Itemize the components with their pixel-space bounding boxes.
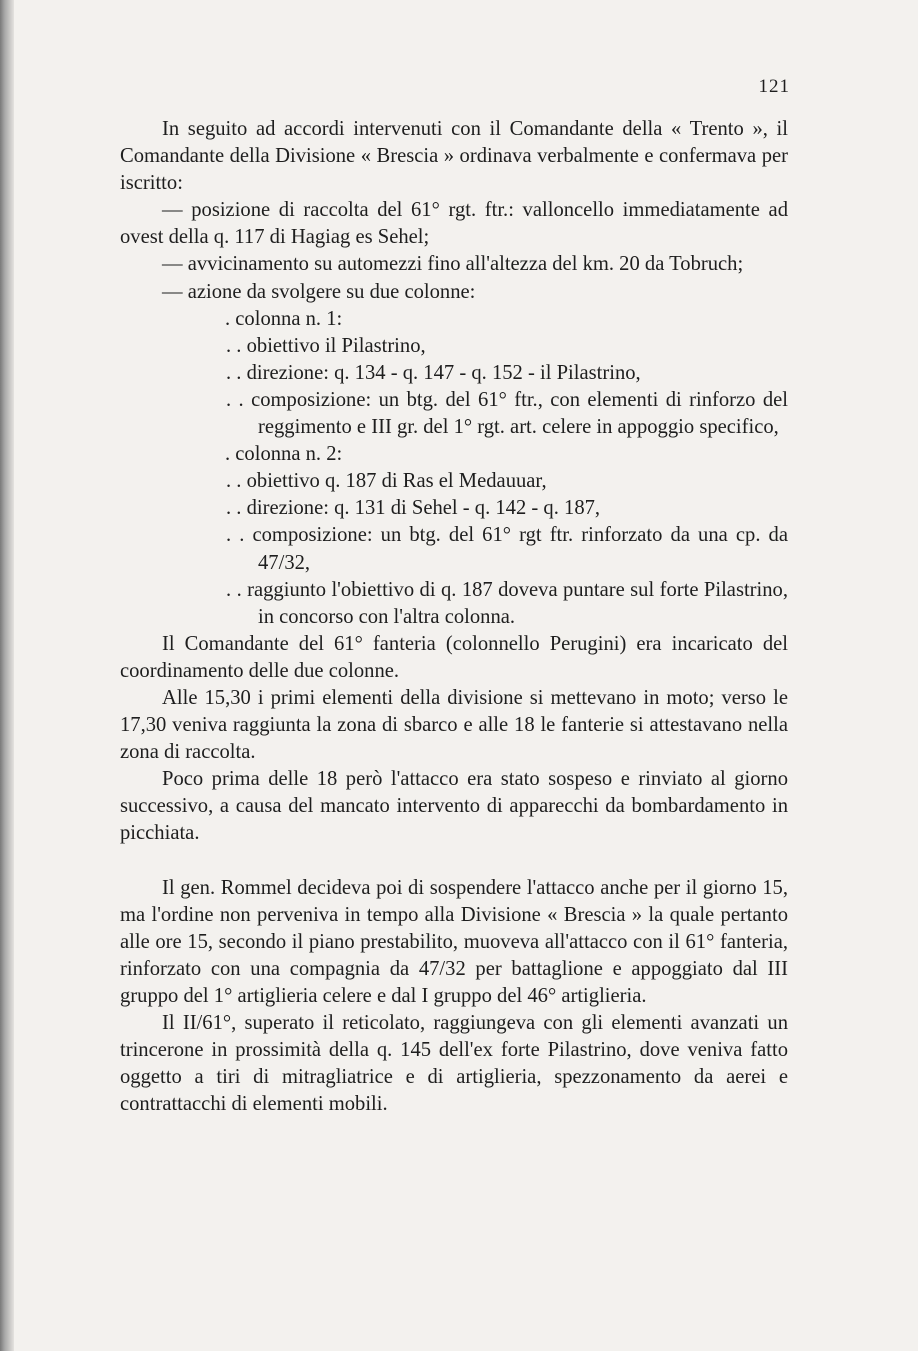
- order-item-action: — azione da svolgere su due colonne:: [162, 280, 476, 303]
- column-2-direction: . . direzione: q. 131 di Sehel - q. 142 - q. 187,: [226, 497, 601, 520]
- body-text: [120, 116, 788, 1118]
- column-1-heading: . colonna n. 1:: [225, 307, 343, 330]
- column-2-follow-up: . . raggiunto l'obiettivo di q. 187 doveva puntare sul forte Pilastrino, in concorso con l'altra colonna.: [226, 578, 788, 628]
- page-number: 121: [758, 76, 790, 97]
- paragraph-intro: In seguito ad accordi intervenuti con il Comandante della « Trento », il Comandante della Divisione « Brescia » ordinava verbalmente e confermava per iscritto:: [120, 118, 788, 195]
- order-item-position: — posizione di raccolta del 61° rgt. ftr.: valloncello immediatamente ad ovest della q. 117 di Hagiag es Sehel;: [120, 199, 788, 249]
- paragraph-coordination: Il Comandante del 61° fanteria (colonnello Perugini) era incaricato del coordinamento delle due colonne.: [120, 632, 788, 682]
- order-item-approach: — avvicinamento su automezzi fino all'altezza del km. 20 da Tobruch;: [162, 253, 744, 276]
- column-1-direction: . . direzione: q. 134 - q. 147 - q. 152 - il Pilastrino,: [226, 361, 641, 384]
- column-2-composition: . . composizione: un btg. del 61° rgt ftr. rinforzato da una cp. da 47/32,: [226, 524, 788, 574]
- section-gap: [120, 848, 788, 875]
- column-1-objective: . . obiettivo il Pilastrino,: [226, 334, 426, 357]
- paragraph-movement: Alle 15,30 i primi elementi della divisione si mettevano in moto; verso le 17,30 veniva raggiunta la zona di sbarco e alle 18 le fanterie si attestavano nella zona di raccolta.: [120, 686, 788, 764]
- page-edge-shadow: [0, 0, 14, 1351]
- paragraph-rommel: Il gen. Rommel decideva poi di sospendere l'attacco anche per il giorno 15, ma l'ordine non perveniva in tempo alla Divisione « Brescia » la quale pertanto alle ore 15, secondo il piano prestabilito, muoveva all'attacco con il 61° fanteria, rinforzato con una compagnia da 47/32 per battaglione e appoggiato dal III gruppo del 1° artiglieria celere e dal I gruppo del 46° artiglieria.: [120, 876, 788, 1007]
- paragraph-battalion: Il II/61°, superato il reticolato, raggiungeva con gli elementi avanzati un trincerone in prossimità della q. 145 dell'ex forte Pilastrino, dove veniva fatto oggetto a tiri di mitragliatrice e di artiglieria, spezzonamento da aerei e contrattacchi di elementi mobili.: [120, 1012, 788, 1116]
- paragraph-suspension: Poco prima delle 18 però l'attacco era stato sospeso e rinviato al giorno successivo, a causa del mancato intervento di apparecchi da bombardamento in picchiata.: [120, 768, 788, 845]
- column-1-composition: . . composizione: un btg. del 61° ftr., con elementi di rinforzo del reggimento e III gr. del 1° rgt. art. celere in appoggio specifico,: [226, 388, 788, 439]
- column-2-heading: . colonna n. 2:: [225, 443, 343, 466]
- column-2-objective: . . obiettivo q. 187 di Ras el Medauuar,: [226, 470, 547, 493]
